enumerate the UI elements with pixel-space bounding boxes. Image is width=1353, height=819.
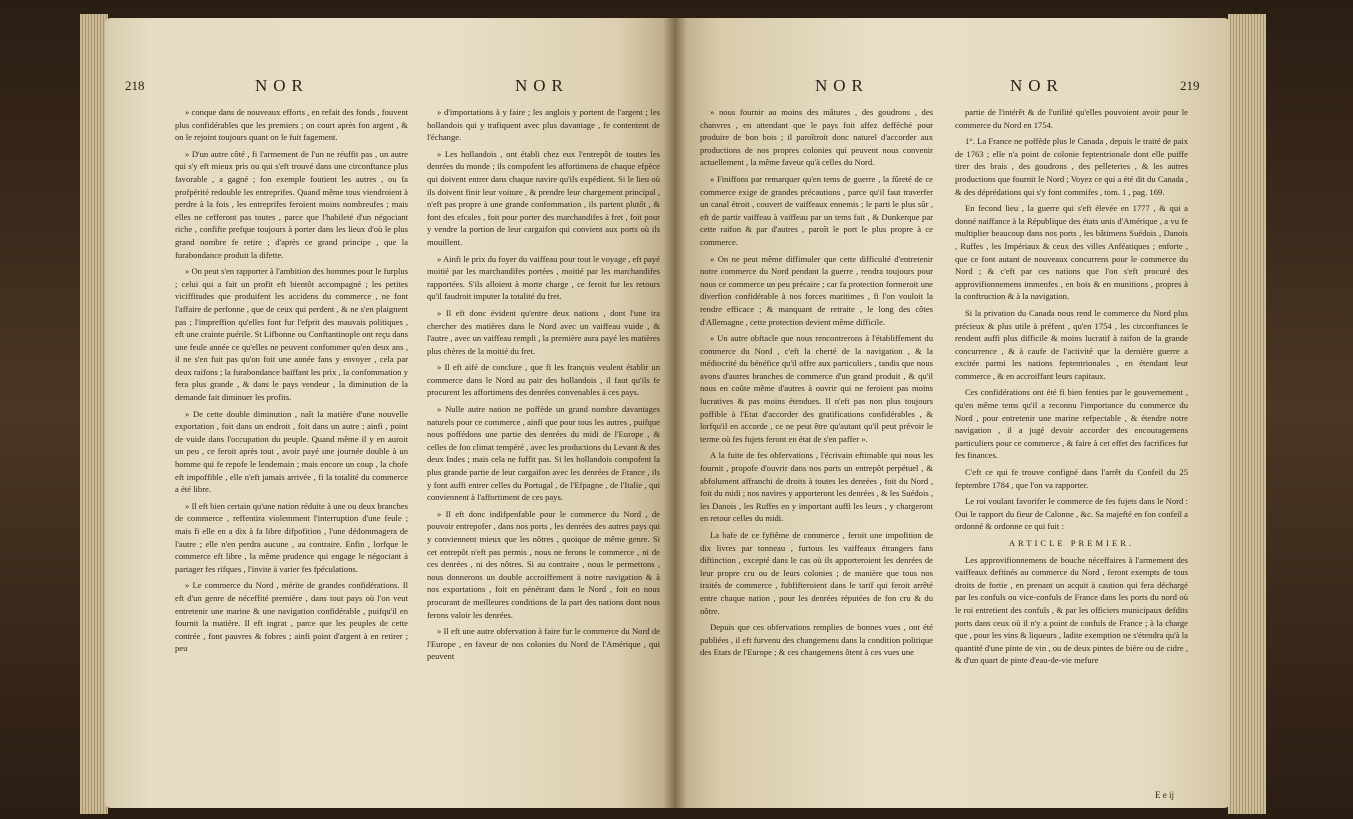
paragraph: » Nulle autre nation ne poffède un grand nombre davantages naturels pour ce commerce , ainfi que pour tous les autres , puifque nous poffédons une partie des denrées du midi de l'Europe , & celles de fon climat tempéré , avec les productions du Levant & des deux Indes ; mais cela ne fuffit pas. Si les hollandois compofent la plus grande partie de leur cargaifon avec les denrées de France , ils y font auffi entrer celles du Portugal , de l'Efpagne , de l'Italie , qui conviennent à l'affortiment de ces pays. xyxy=(427,404,660,503)
paragraph: » nous fournir au moins des mâtures , des goudrons , des chanvres , en attendant que le pays foit affez defféché pour produire de bon bois ; il paroîtroit donc naturel d'accorder aux productions de nos propres colonies qui peuvent nous convenir actuellement , la même faveur qu'à celles du Nord. xyxy=(700,107,933,168)
paragraph: partie de l'intérêt & de l'utilité qu'elles pouvoient avoir pour le commerce du Nord en 1754. xyxy=(955,107,1188,130)
text-column-2 xyxy=(955,106,1188,671)
paragraph: » conque dans de nouveaux efforts , en refait des fonds , fouvent plus confidérables que les premiers ; on court après fon argent , & on le rejoint toujours quant on le fuit fagement. xyxy=(175,107,408,143)
paragraph: » On peut s'en rapporter à l'ambition des hommes pour le furplus ; celui qui a fait un profit eft bientôt accompagné ; les petites viciffitudes que produifent les accidens du commerce , ne font l'affaire de perfonne , que de ceux qui perdent , & ne s'en plaignent pas ; l'impreffion qu'elles font fur l'efprit des mauvais politiques , eft une crainte puérile. St Lifbonne ou Conftantinople ont reçu dans une feule année ce qu'elles ne peuvent confommer qu'en deux ans , il ne s'en fuit pas qu'on foit une année fans y envoyer , cela par deux raifons ; la furabondance baiffant les prix , la confommation y fera plus grande , & dans le pays vendeur , la diminution de la demande fait diminuer les profits. xyxy=(175,266,408,403)
page-number: 218 xyxy=(125,78,145,93)
paragraph: » Il eft donc indifpenfable pour le commerce du Nord , de pouvoir entrepofer , dans nos ports , les denrées des autres pays qui y conviennent mieux que les nôtres , quoique de même genre. Si cet entrepôt n'eft pas permis , nous ne ferons le commerce , ni de ces denrées , ni des nôtres. Si au contraire , nous le permettons , nous donnerons un double accroiffement à notre navigation & à nos exportations , foit en pénétrant dans le Nord , foit en nous procurant de meilleures conditions de la part des nations dont nous ferons valoir les denrées. xyxy=(427,508,660,620)
paragraph: En fecond lieu , la guerre qui s'eft élevée en 1777 , & qui a donné naiffance à la République des états unis d'Amérique , a vu fe multiplier beaucoup dans nos ports , les bâtimens Suédois , Danois , Ruffes , les Impériaux & ceux des villes Anféatiques ; enforte , que ce font autant de nouveaux concurrens pour le commerce du Nord ; & c'eft par ces nations que l'on s'eft procuré des approvifionnemens immenfes , en bois & en munitions , propres à la conftruction & à la navigation. xyxy=(955,203,1188,302)
paragraph: » Il eft bien certain qu'une nation réduite à une ou deux branches de commerce , reffentira violemment l'interruption d'une feule ; mais fi elle en a dix à fa libre difpofition , l'une dédommagera de l'autre ; elle n'en perdra aucune , au contraire. Enfin , lorfque le commerce eft libre , la même prudence qui engage le négociant à partager fes rifques , l'invite à varier fes fpéculations. xyxy=(175,500,408,574)
right-page-edges xyxy=(1228,14,1266,814)
text-column-2 xyxy=(427,106,660,667)
book-gutter xyxy=(663,18,687,808)
signature-mark: E e ij xyxy=(1155,790,1174,800)
paragraph: Depuis que ces obfervations remplies de bonnes vues , ont été publiées , il eft furvenu des changemens dans la condition politique des Etats de l'Europe ; & ces changemens ôtent à ces vues une xyxy=(700,622,933,658)
running-header: NOR xyxy=(815,76,869,95)
paragraph: » De cette double diminution , naît la matière d'une nouvelle exportation , foit dans un endroit , foit dans un autre ; ainfi , point de vuide dans l'occupation du peuple. Quand même il y en auroit un peu , ce feroit après tout , avoir payé une journée double à un homme qui fe repofe le lendemain ; mais encore un coup , la chofe eft impoffible , elle n'eft jamais arrivée , fi la totalité du commerce a été libre. xyxy=(175,408,408,495)
paragraph: » Il eft donc évident qu'entre deux nations , dont l'une ira chercher des matières dans le Nord avec un vaiffeau vuide , & l'autre , avec un vaiffeau rempli , la première aura payé les matières plus chères de la moitié du fret. xyxy=(427,307,660,356)
paragraph: La bafe de ce fyftême de commerce , feroit une impofition de dix livres par tonneau , furtous les vaiffeaux étrangers fans diftinction , excepté dans le cas où ils apporteroient les denrées de leur propre cru ou de leurs colonies ; de manière que tous nos traités de commerce , fubfifteroient dans le tarif qui feroit arrêté entre chaque nation , pour les denrées réputées de fon cru & du nôtre. xyxy=(700,530,933,616)
running-header: NOR xyxy=(255,76,309,95)
paragraph: » Les hollandois , ont établi chez eux l'entrepôt de toutes les denrées du monde ; ils compofent les affortimens de chaque efpèce qui doivent entrer dans chaque navire qu'ils expédient. Si le lieu où ils doivent finir leur voiture , & prendre leur chargement principal , n'eft pas propre à une grande confommation , ils partent plutôt , & font des efcales , foit pour porter des marchandifes à fret , foit pour y vendre la portion de leur cargaifon qui convient aux ports où ils mouillent. xyxy=(427,148,660,247)
running-header: NOR xyxy=(1010,76,1064,95)
running-header: NOR xyxy=(515,76,569,95)
text-column-1 xyxy=(175,106,408,659)
paragraph: » Finiffons par remarquer qu'en tems de guerre , la fûreté de ce commerce exige de grandes précautions , parce qu'il faut traverfer un canal étroit , couvert de vaiffeaux ennemis ; le parti le plus sûr , eft de partir vaiffeau à vaiffeau par un tems fait , & Dunkerque par cette raifon & par d'autres , paroît le port le plus propre à ce commerce. xyxy=(700,173,933,247)
left-page xyxy=(105,18,675,808)
paragraph: Ces confidérations ont été fi bien fenties par le gouvernement , qu'en même tems qu'il a reconnu l'importance du commerce du Nord , pour entretenir une marine refpectable , & étendre notre navigation , il a jugé devoir accorder des encouragemens particuliers pour ce commerce , & faire à cet effet des facrifices fur fes finances. xyxy=(955,387,1188,461)
left-page-edges xyxy=(80,14,108,814)
paragraph: C'eft ce qui fe trouve configné dans l'arrêt du Confeil du 25 feptembre 1784 , que l'on va rapporter. xyxy=(955,467,1188,490)
paragraph: Si la privation du Canada nous rend le commerce du Nord plus précieux & plus utile à préfent , qu'en 1754 , les circonftances le rendent auffi plus difficile & moins lucratif à raifon de la grande concurrence , & à caufe de l'activité que la dernière guerre a excitée parmi les nations feptentrionales , en étendant leur commerce , & en accroiffant leurs capitaux. xyxy=(955,307,1188,381)
paragraph: » Ainfi le prix du foyer du vaiffeau pour tout le voyage , eft payé moitié par les marchandifes portées , moitié par les marchandifes rapportées. S'ils alloient à morte charge , ce feroit fur les retours qu'il faudroit imputer la totalité du fret. xyxy=(427,253,660,302)
paragraph: 1°. La France ne poffède plus le Canada , depuis le traité de paix de 1763 ; elle n'a point de colonie feptentrionale dont elle puiffe tirer des brais , des goudrons , des pelleteries , & les autres productions que fournit le Nord ; Voyez ce qui a été dit du Canada , & des déprédations qui s'y font commifes , tom. 1 , pag. 169. xyxy=(955,136,1188,197)
page-number: 219 xyxy=(1180,78,1200,93)
paragraph: » Il eft aifé de conclure , que fi les françois veulent établir un commerce dans le Nord au pair des hollandois , il faut qu'ils fe procurent les affortimens des denrées convenables à ces pays. xyxy=(427,362,660,398)
paragraph: Le roi voulant favorifer le commerce de fes fujets dans le Nord : Oui le rapport du fieur de Calonne , &c. Sa majefté en fon confeil a ordonné & ordonne ce qui fuit : xyxy=(955,496,1188,532)
text-column-1 xyxy=(700,106,933,663)
article-heading: ARTICLE PREMIER. xyxy=(1008,538,1135,548)
paragraph: Les approvifionnemens de bouche néceffaires à l'armement des vaiffeaux deftinés au commerce du Nord , feront exempts de tous droits de fortie , en prenant un acquit à caution qui fera déchargé par les confuls ou vice-confuls de France dans les ports du nord où le roi entretient des confuls , & par les officiers municipaux defdits ports dans ceux où il n'y a point de confuls de France ; à la charge que , pour les vins & liqueurs , ladite exemption ne s'étendra qu'à la quantité d'une pinte de vin , ou de deux pintes de bière ou de cidre , & d'un quart de pinte d'eau-de-vie mefure xyxy=(955,554,1188,666)
paragraph: » On ne peut même diffimuler que cette difficulté d'entretenir notre commerce du Nord pendant la guerre , rendra toujours pour nous ce commerce un peu précaire ; car fa protection formeroit une diverfion confidérable à nos forces maritimes , fi l'on vouloit la rendre efficace ; & manquant de retraite , le long des côtes d'Allemagne , cette protection devient même difficile. xyxy=(700,253,933,327)
paragraph: » Un autre obftacle que nous rencontrerons à l'établiffement du commerce du Nord , c'eft la cherté de la navigation , & la médiocrité du bénéfice qu'il offre aux particuliers , tandis que nous avons d'autres branches de commerce d'un grand produit , & qu'il nous en coûte même d'autres à ouvrir qui ne feroient pas moins lucratives & pas moins étendues. Il n'eft pas non plus toujours poffible à l'Etat d'accorder des gratifications confidérables , & lorfqu'il en accorde , ce ne peut être qu'autant qu'il peut prévoir le terme où fes fujets feront en état de s'en paffer ». xyxy=(700,333,933,444)
paragraph: » d'importations à y faire ; les anglois y portent de l'argent ; les hollandois qui y trafiquent avec plus davantage , fe contentent de l'échange. xyxy=(427,107,660,143)
paragraph: » D'un autre côté , fi l'armement de l'un ne réuffit pas , un autre qui s'y eft mieux pris ou qui s'eft trouvé dans une circonftance plus favorable , a gagné ; fon exemple foutient les autres , ou fa profpérité redouble les entreprifes. Quand même tous viendroient à perdre à la fois , les entreprifes feroient moins nombreufes ; mais elles ne cefferont pas toutes , parce que l'habileté d'un négociant riche , confifte prefque toujours à porter dans les lieux d'où le plus grand nombre fe retire ; d'après ce grand principe , que la furabondance produit la difette. xyxy=(175,148,408,260)
right-page xyxy=(675,18,1230,808)
paragraph: » Il eft une autre obfervation à faire fur le commerce du Nord de l'Europe , en faveur de nos colonies du Nord de l'Amérique , qui peuvent xyxy=(427,626,660,662)
paragraph: » Le commerce du Nord , mérite de grandes confidérations. Il eft d'un genre de néceffité première , dans tout pays où l'on veut entretenir une marine & une navigation confidérable , puifqu'il en fournit la matière. Il eft ingrat , parce que les peuples de cette contrée , font pauvres & fobres ; ainfi point d'argent à en retirer ; peu xyxy=(175,580,408,654)
paragraph: A la fuite de fes obfervations , l'écrivain eftimable qui nous les fournit , propofe d'ouvrir dans nos ports un entrepôt perpétuel , & abfolument affranchi de droits à toutes les denrées , foit du Nord , foit du midi ; nos navires y apporteront les denrées , & les Suédois , les Danois , les Ruffes en y important auffi les leurs , y chargeront en retour celles du midi. xyxy=(700,450,933,524)
